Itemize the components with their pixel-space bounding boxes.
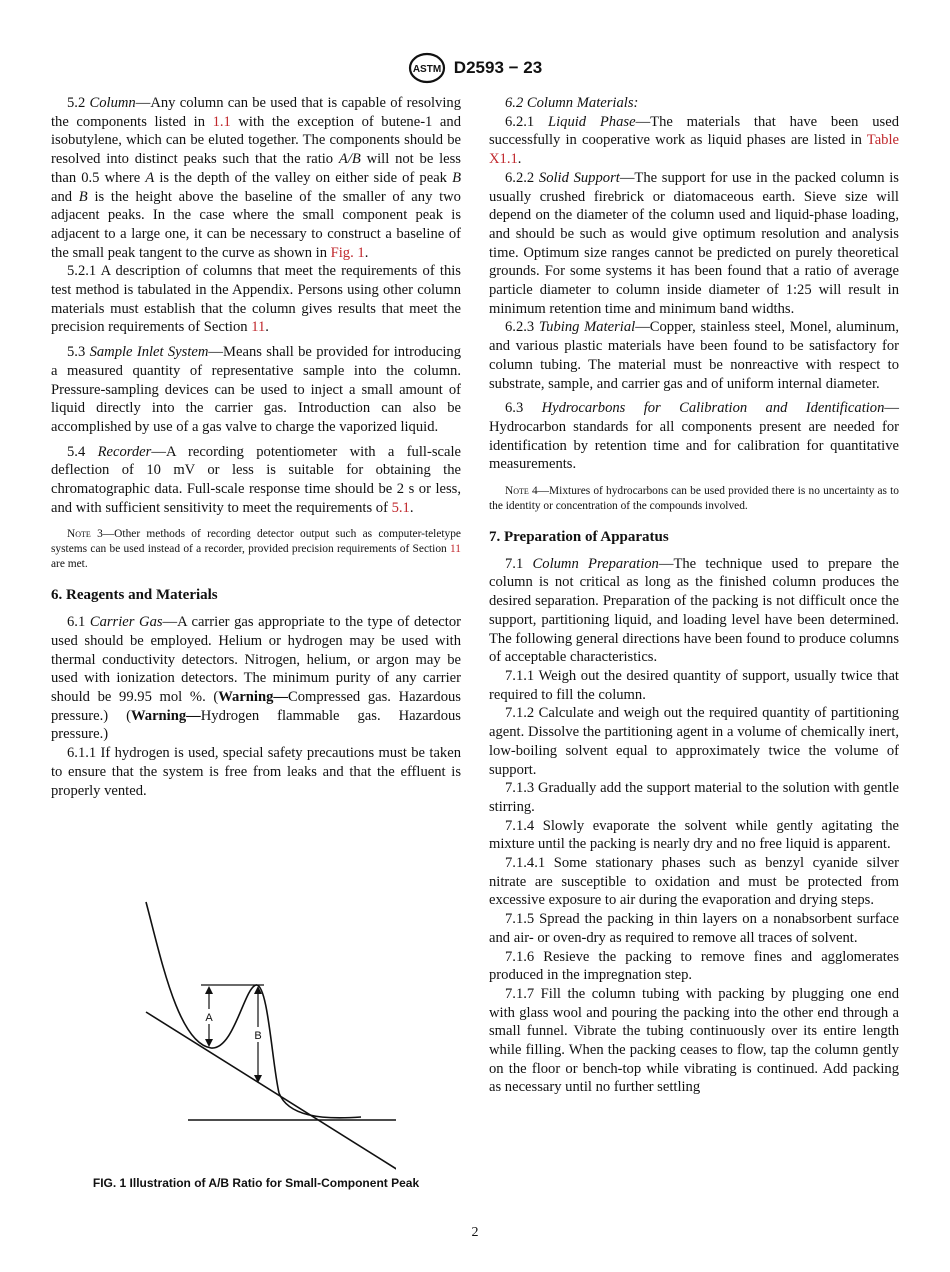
ref-section-11-note[interactable]: 11 bbox=[450, 543, 461, 556]
section-7-1-4-1: 7.1.4.1 Some stationary phases such as benzyl cyanide silver nitrate are susceptible to oxidation and must be protected from excessive exposure to air during the evaporation and drying steps. bbox=[489, 855, 899, 909]
section-7-1-7: 7.1.7 Fill the column tubing with packing by plugging one end with glass wool and pouring the packing into the other end through a small funnel. Vibrate the tubing continuously over its entire length while filling. When the packing ceases to flow, tap the column gently on the floor or bench-top while vibrating is continued. Add packing as necessary until no further settling bbox=[489, 985, 899, 1096]
right-column bbox=[489, 94, 899, 1097]
heading-section-6: 6. Reagents and Materials bbox=[51, 587, 218, 604]
section-6-1: 6.1 Carrier Gas—A carrier gas appropriate to the type of detector used should be employed. Helium or hydrogen may be used with thermal conductivity detectors. Nitrogen, helium, or argon may be used with ionization detectors. The minimum purity of any carrier should be 99.95 mol %. (Warning—Compressed gas. Hazardous pressure.) (Warning—Hydrogen flammable gas. Hazardous pressure.) bbox=[51, 614, 461, 743]
section-6-2-2: 6.2.2 Solid Support—The support for use in the packed column is usually crushed firebrick or diatomaceous earth. Sieve size will depend on the diameter of the column used and liquid-phase loading, and should be such as would give optimum resolution and analysis time. Optimum size ranges cannot be predicted on purely theoretical grounds. For some systems it has been found that a ratio of average particle diameter to column inside diameter of 1:25 will result in minimum retention time and minimum band widths. bbox=[489, 169, 899, 317]
section-5-2: 5.2 Column—Any column can be used that is capable of resolving the components listed in 1.1 with the exception of butene-1 and isobutylene, which can be eluted together. The components should be resolved into distinct peaks such that the ratio A/B will not be less than 0.5 where A is the depth of the valley on either side of peak B and B is the height above the baseline of the smaller of any two adjacent peaks. In the case where the small component peak is adjacent to a large one, it can be necessary to construct a baseline of the small peak tangent to the curve as shown in Fig. 1. bbox=[51, 95, 461, 261]
section-5-4: 5.4 Recorder—A recording potentiometer with a full-scale deflection of 10 mV or less is suitable for obtaining the chromatographic data. Full-scale response time should be 2 s or less, and with sufficient sensitivity to meet the requirements of 5.1. bbox=[51, 443, 461, 516]
ab-ratio-diagram bbox=[116, 888, 396, 1170]
section-7-1-4: 7.1.4 Slowly evaporate the solvent while gently agitating the mixture until the packing is nearly dry and no free liquid is apparent. bbox=[489, 817, 899, 853]
svg-text:ASTM: ASTM bbox=[412, 64, 441, 75]
section-7-1: 7.1 Column Preparation—The technique used to prepare the column is not critical as long as the finished column produces the desired separation. Preparation of the packing is not difficult once the support, partitioning liquid, and loading level have been determined. The following general directions have been found to produce columns of acceptable characteristics. bbox=[489, 555, 899, 666]
section-5-3: 5.3 Sample Inlet System—Means shall be provided for introducing a measured quantity of representative sample into the column. Pressure-sampling devices can be used to inject a small amount of liquid directly into the carrier gas. Introduction can also be accomplished by use of a gas valve to charge the vaporized liquid. bbox=[51, 344, 461, 435]
section-6-3: 6.3 Hydrocarbons for Calibration and Identification—Hydrocarbon standards for all components present are needed for identification by retention time and for calibration for quantitative measurements. bbox=[489, 400, 899, 473]
section-6-2-3: 6.2.3 Tubing Material—Copper, stainless steel, Monel, aluminum, and various plastic materials have been found to be satisfactory for column tubing. The material must be nonreactive with respect to substrate, sample, and carrier gas and of uniform internal diameter. bbox=[489, 319, 899, 392]
ref-fig-1[interactable]: Fig. 1 bbox=[330, 244, 365, 261]
section-7-1-2: 7.1.2 Calculate and weigh out the required quantity of partitioning agent. Dissolve the partitioning agent in a volume of chemically inert, low-boiling solvent equal to approximately twice the volume of support. bbox=[489, 705, 899, 778]
section-6-1-1: 6.1.1 If hydrogen is used, special safety precautions must be taken to ensure that the system is free from leaks and that the effluent is properly vented. bbox=[51, 745, 461, 799]
section-6-2-1: 6.2.1 Liquid Phase—The materials that have been used successfully in cooperative work as liquid phases are listed in Table X1.1. bbox=[489, 113, 899, 168]
note-3: Note 3—Other methods of recording detector output such as computer-teletype systems can be used instead of a recorder, provided precision requirements of Section 11 are met. bbox=[51, 528, 461, 571]
heading-section-7: 7. Preparation of Apparatus bbox=[489, 529, 669, 546]
section-6-2: 6.2 Column Materials: bbox=[505, 95, 639, 111]
section-7-1-5: 7.1.5 Spread the packing in thin layers on a nonabsorbent surface and air- or oven-dry as required to remove all traces of solvent. bbox=[489, 911, 899, 946]
label-a: A bbox=[205, 1012, 213, 1024]
page-number: 2 bbox=[471, 1225, 479, 1240]
chromatogram-curve bbox=[146, 902, 361, 1118]
document-id: D2593 − 23 bbox=[453, 58, 543, 77]
section-7-1-6: 7.1.6 Resieve the packing to remove fines and agglomerates produced in the impregnation step. bbox=[489, 948, 899, 984]
ref-5-1[interactable]: 5.1 bbox=[391, 499, 410, 516]
section-5-2-1: 5.2.1 A description of columns that meet the requirements of this test method is tabulated in the Appendix. Persons using other column materials must establish that the column gives results that meet the precision requirements of Section 11. bbox=[51, 263, 461, 336]
ref-table-x1-1[interactable]: Table X1.1 bbox=[489, 132, 899, 168]
figure-caption: FIG. 1 Illustration of A/B Ratio for Small-Component Peak bbox=[92, 1176, 420, 1190]
ref-section-11[interactable]: 11 bbox=[251, 319, 266, 336]
note-4: Note 4—Mixtures of hydrocarbons can be used provided there is no uncertainty as to the identity or concentration of the compounds involved. bbox=[489, 485, 899, 513]
ref-1-1[interactable]: 1.1 bbox=[212, 113, 231, 130]
page-header bbox=[0, 52, 950, 89]
left-column bbox=[51, 94, 461, 800]
section-7-1-3: 7.1.3 Gradually add the support material to the solution with gentle stirring. bbox=[489, 780, 899, 815]
astm-logo-icon bbox=[408, 52, 446, 84]
figure-1 bbox=[51, 888, 461, 1190]
section-7-1-1: 7.1.1 Weigh out the desired quantity of support, usually twice that required to fill the column. bbox=[489, 667, 899, 703]
label-b: B bbox=[254, 1030, 262, 1042]
